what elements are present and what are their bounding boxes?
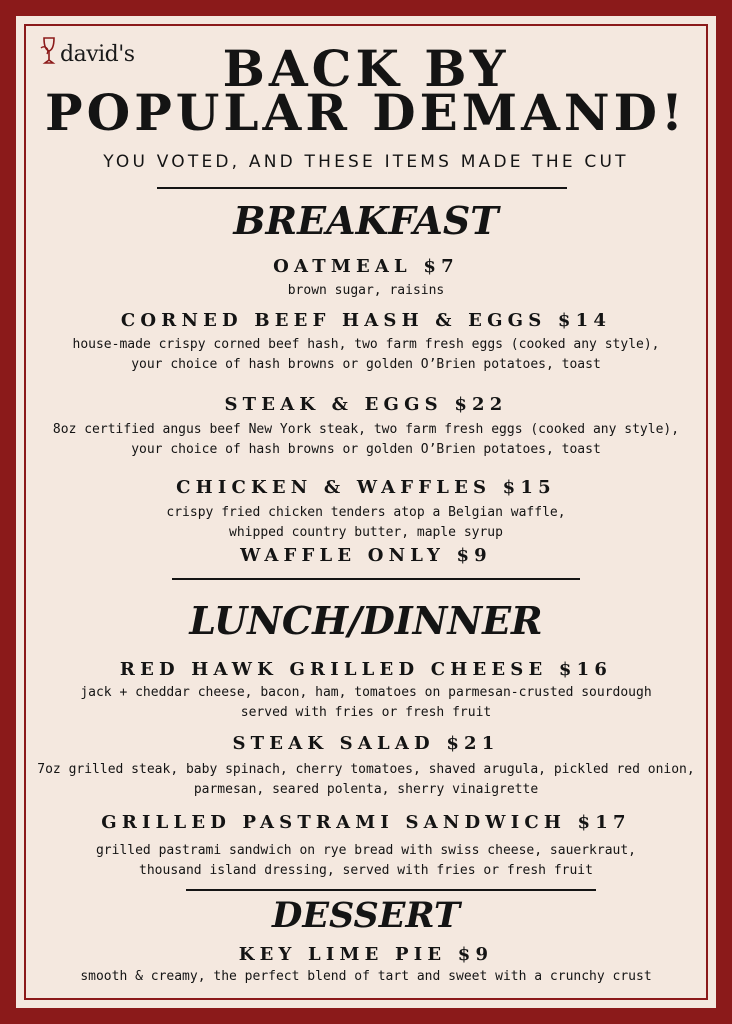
divider bbox=[172, 578, 580, 580]
menu-item-desc: brown sugar, raisins bbox=[287, 283, 445, 298]
menu-item-desc: crispy fried chicken tenders atop a Belgian waffle, bbox=[166, 505, 566, 520]
menu-item-name: RED HAWK GRILLED CHEESE $16 bbox=[119, 659, 613, 680]
menu-item-desc: whipped country butter, maple syrup bbox=[229, 525, 503, 540]
section-title-breakfast: BREAKFAST bbox=[233, 198, 499, 243]
menu-item-desc: served with fries or fresh fruit bbox=[240, 705, 492, 720]
menu-item-name: WAFFLE ONLY $9 bbox=[240, 545, 492, 566]
subtitle: YOU VOTED, AND THESE ITEMS MADE THE CUT bbox=[103, 152, 629, 172]
menu-item-name: KEY LIME PIE $9 bbox=[238, 944, 494, 965]
logo-text: david's bbox=[60, 42, 135, 67]
menu-item-desc: grilled pastrami sandwich on rye bread with swiss cheese, sauerkraut, bbox=[95, 843, 637, 858]
menu-item-desc: your choice of hash browns or golden O’Brien potatoes, toast bbox=[131, 442, 601, 457]
menu-item-name: STEAK SALAD $21 bbox=[232, 733, 500, 754]
section-title-lunch-dinner: LUNCH/DINNER bbox=[189, 598, 543, 643]
menu-item-desc: smooth & creamy, the perfect blend of tart and sweet with a crunchy crust bbox=[80, 969, 652, 984]
menu-item-desc: thousand island dressing, served with fries or fresh fruit bbox=[139, 863, 593, 878]
menu-item-name: CORNED BEEF HASH & EGGS $14 bbox=[120, 310, 612, 331]
headline-line-2: POPULAR DEMAND! bbox=[45, 83, 687, 142]
menu-item-desc: 8oz certified angus beef New York steak, two farm fresh eggs (cooked any style), bbox=[52, 422, 680, 437]
menu-item-desc: house-made crispy corned beef hash, two farm fresh eggs (cooked any style), bbox=[72, 337, 660, 352]
divider bbox=[186, 889, 596, 891]
section-title-dessert: DESSERT bbox=[271, 895, 460, 936]
headline-line-1: BACK BY bbox=[222, 39, 510, 98]
divider bbox=[157, 187, 567, 189]
menu-item-desc: your choice of hash browns or golden O’Brien potatoes, toast bbox=[131, 357, 601, 372]
menu-item-desc: parmesan, seared polenta, sherry vinaigrette bbox=[193, 782, 539, 797]
menu-item-name: CHICKEN & WAFFLES $15 bbox=[176, 477, 556, 498]
menu-item-name: STEAK & EGGS $22 bbox=[224, 394, 508, 415]
menu-item-desc: 7oz grilled steak, baby spinach, cherry tomatoes, shaved arugula, pickled red onion, bbox=[37, 762, 695, 777]
menu-item-name: GRILLED PASTRAMI SANDWICH $17 bbox=[101, 812, 631, 833]
menu-item-desc: jack + cheddar cheese, bacon, ham, tomatoes on parmesan-crusted sourdough bbox=[80, 685, 652, 700]
menu-item-name: OATMEAL $7 bbox=[273, 256, 459, 277]
